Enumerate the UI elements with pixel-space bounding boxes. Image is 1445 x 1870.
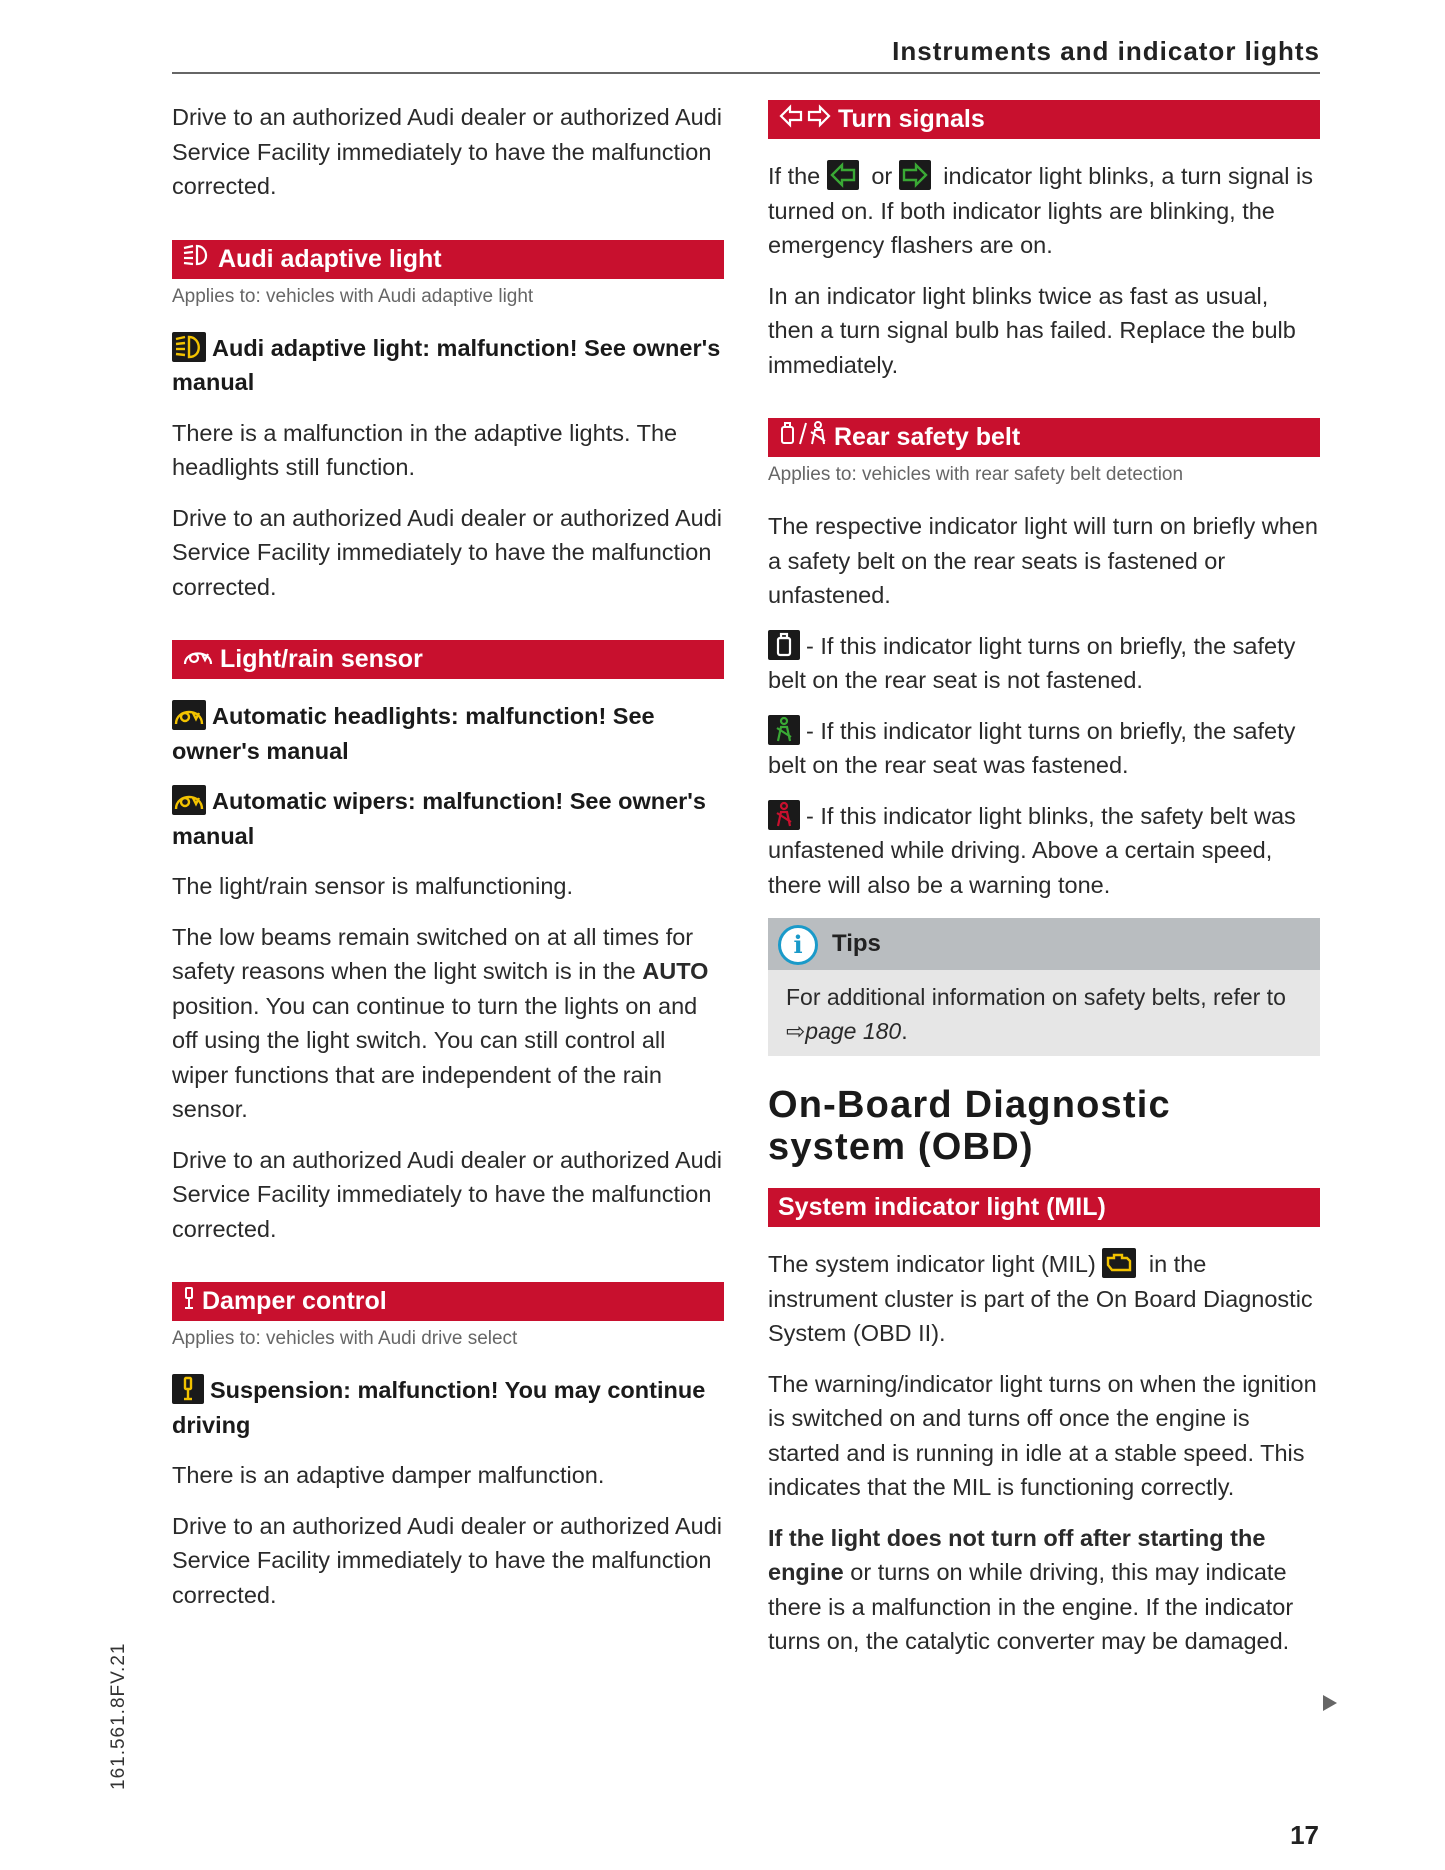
applies-rear-safety-belt: Applies to: vehicles with rear safety belt detection [768,464,1184,485]
adaptive-paragraph-2: Drive to an authorized Audi dealer or authorized Audi Service Facility immediately to have the malfunction corrected. [172,504,722,600]
suspension-warning-icon [172,1374,204,1404]
damper-paragraph-1: There is an adaptive damper malfunction. [172,1462,605,1488]
turn-paragraph-2: In an indicator light blinks twice as fast as usual, then a turn signal bulb has failed. Replace the bulb immediately. [768,282,1296,378]
tips-header [768,918,1320,970]
tips-body-end: . [901,1018,908,1044]
damper-paragraph-2: Drive to an authorized Audi dealer or authorized Audi Service Facility immediately to have the malfunction corrected. [172,1512,722,1608]
section-bar-mil [768,1188,1320,1227]
page-number: 17 [1290,1820,1319,1850]
adaptive-light-icon [182,240,212,279]
turn-paragraph-1-part-c: indicator light blinks, a turn signal is turned on. If both indicator lights are blinking, the emergency flashers are on. [768,163,1313,258]
tips-body [768,970,1320,1056]
obd-paragraph-2: The warning/indicator light turns on when the ignition is switched on and turns off once the engine is started and is running in idle at a stable speed. This indicates that the MIL is functioning correctly. [768,1370,1317,1500]
belt-paragraph-3 [768,714,1320,783]
message-adaptive-light-text: Audi adaptive light: malfunction! See owner's manual [172,334,721,395]
section-title-mil: System indicator light (MIL) [778,1193,1106,1221]
message-automatic-wipers-text: Automatic wipers: malfunction! See owner's manual [172,788,706,849]
section-bar-rear-safety-belt [768,418,1320,457]
tips-box [768,918,1320,1056]
continue-arrow-icon [1322,1694,1338,1717]
obd-heading: On-Board Diagnostic system (OBD) [768,1084,1171,1168]
left-column [172,100,724,1628]
engine-check-icon [1102,1248,1136,1278]
rain-paragraph-2 [172,920,724,1127]
message-automatic-headlights [172,699,724,768]
section-bar-damper-control [172,1282,724,1321]
turn-signal-arrows-icon [778,101,832,140]
left-turn-indicator-icon [827,160,859,190]
section-title-turn-signals: Turn signals [838,105,985,133]
right-column [768,100,1320,1675]
section-title-rear-safety-belt: Rear safety belt [834,423,1021,451]
turn-paragraph-1-part-b: or [871,163,893,189]
section-bar-adaptive-light [172,240,724,279]
belt-fastened-icon [768,715,800,745]
right-turn-indicator-icon [899,160,931,190]
rain-sensor-warning-icon [172,785,206,815]
info-icon: i [778,925,818,965]
turn-paragraph-1 [768,159,1320,263]
arrow-right-icon: ⇨ [786,1018,806,1044]
message-suspension-text: Suspension: malfunction! You may continue driving [172,1377,706,1438]
obd-paragraph-3-rest: or turns on while driving, this may indicate there is a malfunction in the engine. If the indicator turns on, the catalytic converter may be damaged. [768,1559,1294,1654]
rear-safety-belt-icon [778,419,828,458]
auto-position-label: AUTO [642,958,709,984]
applies-damper-control: Applies to: vehicles with Audi drive select [172,1328,518,1349]
obd-paragraph-3-bold: If the light does not turn off after starting the engine [768,1524,1266,1585]
page-header [172,32,1320,74]
rain-paragraph-2-part-c: position. You can continue to turn the lights on and off using the light switch. You can still control all wiper functions that are independent of the rain sensor. [172,992,698,1122]
belt-paragraph-2-text: - If this indicator light turns on briefly, the safety belt on the rear seat is not fastened. [768,632,1296,693]
section-bar-light-rain-sensor [172,640,724,679]
obd-paragraph-1-part-a: The system indicator light (MIL) [768,1251,1096,1277]
belt-paragraph-3-text: - If this indicator light turns on briefly, the safety belt on the rear seat was fastened. [768,717,1296,778]
tips-body-text: For additional information on safety belts, refer to [786,984,1286,1010]
applies-adaptive-light: Applies to: vehicles with Audi adaptive light [172,285,534,307]
belt-not-fastened-icon [768,630,800,660]
belt-unfastened-warning-icon [768,800,800,830]
adaptive-paragraph-1: There is a malfunction in the adaptive lights. The headlights still function. [172,419,678,480]
turn-paragraph-1-part-a: If the [768,163,821,189]
section-title-damper-control: Damper control [202,1287,387,1315]
adaptive-light-warning-icon [172,332,206,362]
obd-paragraph-3 [768,1521,1320,1659]
document-code: 161.561.8FV.21 [108,1642,129,1790]
belt-paragraph-1: The respective indicator light will turn on briefly when a safety belt on the rear seats is fastened or unfastened. [768,513,1318,608]
belt-paragraph-4-text: - If this indicator light blinks, the safety belt was unfastened while driving. Above a certain speed, there will also be a warning tone. [768,802,1296,898]
obd-paragraph-1 [768,1247,1320,1351]
page-reference-link[interactable]: page 180 [805,1018,902,1044]
damper-icon [182,1283,196,1322]
rain-paragraph-2-part-a: The low beams remain switched on at all times for safety reasons when the light switch is in the [172,923,694,984]
message-suspension [172,1373,724,1442]
section-bar-turn-signals [768,100,1320,139]
light-rain-sensor-icon [182,641,214,680]
belt-paragraph-4 [768,799,1320,903]
header-title: Instruments and indicator lights [892,36,1320,66]
rain-paragraph-3: Drive to an authorized Audi dealer or authorized Audi Service Facility immediately to have the malfunction corrected. [172,1146,722,1242]
section-title-light-rain-sensor: Light/rain sensor [220,645,423,673]
message-adaptive-light [172,331,724,400]
intro-paragraph: Drive to an authorized Audi dealer or authorized Audi Service Facility immediately to have the malfunction corrected. [172,104,722,199]
message-automatic-wipers [172,784,724,853]
light-sensor-warning-icon [172,700,206,730]
section-title-adaptive-light: Audi adaptive light [218,244,442,273]
obd-paragraph-1-part-b: in the instrument cluster is part of the On Board Diagnostic System (OBD II). [768,1251,1313,1346]
belt-paragraph-2 [768,629,1320,698]
message-automatic-headlights-text: Automatic headlights: malfunction! See owner's manual [172,703,655,764]
rain-paragraph-1: The light/rain sensor is malfunctioning. [172,873,574,899]
tips-title: Tips [832,930,881,957]
